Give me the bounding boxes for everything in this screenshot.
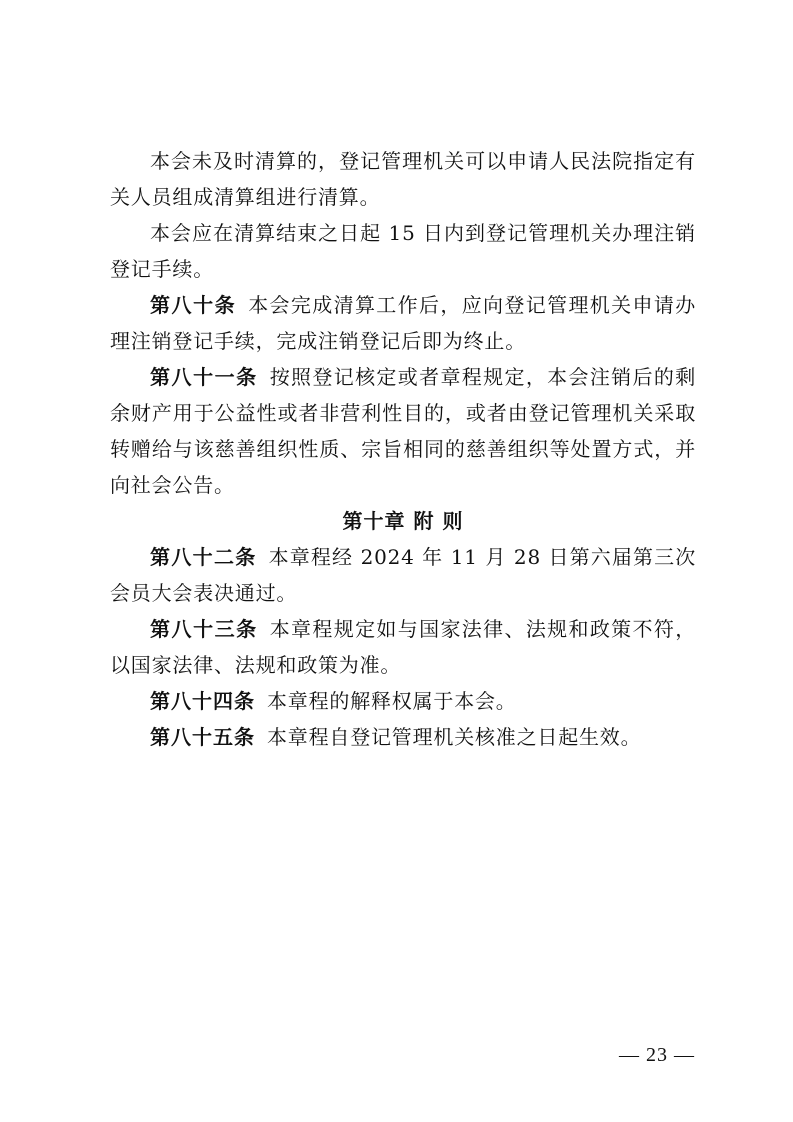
article-83 <box>110 611 696 683</box>
article-text: 本章程规定如与国家法律、法规和政策不符，以国家法律、法规和政策为准。 <box>110 617 697 677</box>
paragraph-deregistration-deadline <box>110 215 696 287</box>
article-number: 第八十一条 <box>150 365 258 389</box>
article-85 <box>110 719 696 755</box>
article-82 <box>110 539 696 611</box>
paragraph-text: 本会未及时清算的，登记管理机关可以申请人民法院指定有关人员组成清算组进行清算。 <box>110 149 696 209</box>
article-text: 本章程的解释权属于本会。 <box>267 689 517 713</box>
article-84 <box>110 683 696 719</box>
paragraph-text: 本会应在清算结束之日起 15 日内到登记管理机关办理注销登记手续。 <box>110 221 696 281</box>
article-text: 按照登记核定或者章程规定，本会注销后的剩余财产用于公益性或者非营利性目的，或者由登记管理机关采取转赠给与该慈善组织性质、宗旨相同的慈善组织等处置方式，并向社会公告。 <box>110 365 697 497</box>
article-number: 第八十二条 <box>150 545 257 569</box>
article-text: 本会完成清算工作后，应向登记管理机关申请办理注销登记手续，完成注销登记后即为终止。 <box>110 293 696 353</box>
article-number: 第八十五条 <box>150 725 255 749</box>
page-number: — 23 — <box>619 1044 695 1066</box>
article-number: 第八十三条 <box>150 617 258 641</box>
article-number: 第八十四条 <box>150 689 255 713</box>
article-number: 第八十条 <box>150 293 237 317</box>
article-text: 本章程经 2024 年 11 月 28 日第六届第三次会员大会表决通过。 <box>110 545 696 605</box>
document-body <box>110 143 696 755</box>
article-text: 本章程自登记管理机关核准之日起生效。 <box>267 725 642 749</box>
paragraph-liquidation-court <box>110 143 696 215</box>
article-81 <box>110 359 696 503</box>
article-80 <box>110 287 696 359</box>
chapter-heading: 第十章 附 则 <box>342 509 464 533</box>
